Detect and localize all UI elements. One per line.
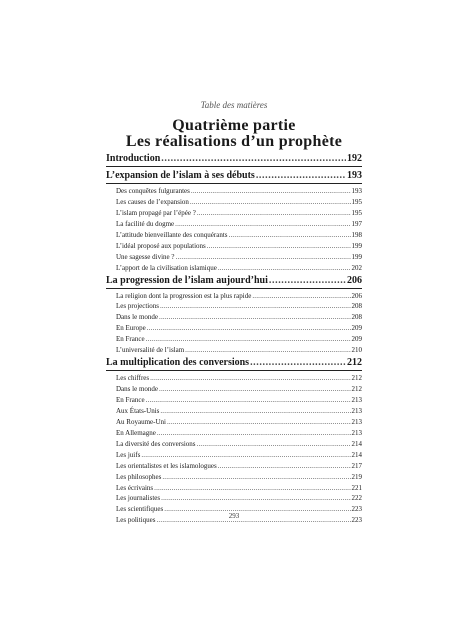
toc-entry: [106, 483, 362, 494]
toc-section-label: Introduction: [106, 153, 161, 164]
toc-section: [106, 356, 362, 371]
toc-entry: [106, 428, 362, 439]
dot-leader: [161, 493, 350, 504]
dot-leader: [146, 395, 351, 406]
dot-leader: [176, 252, 351, 263]
toc-entry-page: 213: [351, 417, 362, 426]
dot-leader: [197, 439, 351, 450]
toc-entry: [106, 301, 362, 312]
toc-entry-page: 212: [351, 374, 362, 383]
dot-leader: [162, 472, 350, 483]
toc-entry: [106, 345, 362, 356]
toc-entry: [106, 291, 362, 302]
toc-entry: [106, 373, 362, 384]
toc-entry-label: La diversité des conversions: [116, 439, 196, 448]
toc-entry-label: Les causes de l’expansion: [116, 197, 189, 206]
toc-entry-page: 199: [351, 241, 362, 250]
dot-leader: [218, 263, 351, 274]
running-header: Table des matières: [200, 100, 268, 110]
toc-entry-page: 209: [351, 324, 362, 333]
dot-leader: [250, 356, 346, 370]
toc-entry: [106, 252, 362, 263]
part-label: Quatrième partie: [172, 117, 296, 134]
table-of-contents: [106, 152, 362, 526]
toc-entry-label: Les philosophes: [116, 472, 162, 481]
toc-entry-page: 222: [351, 494, 362, 503]
dot-leader: [154, 483, 350, 494]
toc-entry-label: Les projections: [116, 302, 159, 311]
dot-leader: [229, 230, 351, 241]
toc-entry: [106, 439, 362, 450]
toc-entry: [106, 417, 362, 428]
toc-entry-page: 221: [351, 483, 362, 492]
dot-leader: [141, 450, 350, 461]
toc-entry-page: 213: [351, 396, 362, 404]
dot-leader: [160, 301, 351, 312]
toc-section-page: 193: [347, 170, 362, 181]
toc-entry-label: L’idéal proposé aux populations: [116, 241, 206, 250]
toc-entry: [106, 450, 362, 461]
part-subtitle: Les réalisations d’un prophète: [125, 133, 343, 150]
toc-entry-page: 213: [351, 406, 362, 415]
dot-leader: [190, 197, 351, 208]
toc-entry-page: 198: [351, 230, 362, 239]
dot-leader: [191, 186, 351, 197]
dot-leader: [218, 461, 351, 472]
toc-entry: [106, 186, 362, 197]
toc-entry-page: 219: [351, 472, 362, 481]
toc-entry: [106, 208, 362, 219]
toc-entry-page: 214: [351, 450, 362, 459]
dot-leader: [256, 169, 346, 183]
toc-entry-page: 193: [351, 187, 362, 195]
toc-entry-page: 213: [351, 428, 362, 437]
toc-entry-label: L’attitude bienveillante des conquérants: [116, 230, 228, 239]
toc-entry-label: L’islam propagé par l’épée ?: [116, 208, 196, 217]
toc-entry-label: Au Royaume-Uni: [116, 417, 166, 426]
toc-entry: [106, 241, 362, 252]
toc-entry-page: 209: [351, 335, 362, 344]
toc-entry: [106, 406, 362, 417]
dot-leader: [252, 291, 350, 302]
dot-leader: [157, 428, 351, 439]
dot-leader: [159, 384, 351, 395]
toc-section-label: L’expansion de l’islam à ses débuts: [106, 170, 255, 181]
toc-section-page: 192: [347, 153, 362, 164]
toc-entry-label: Les juifs: [116, 450, 141, 459]
toc-entry-label: Les écrivains: [116, 483, 154, 492]
toc-entry: [106, 461, 362, 472]
toc-section: [106, 274, 362, 289]
toc-entry-label: Dans le monde: [116, 385, 158, 394]
toc-entry-label: Des conquêtes fulgurantes: [116, 187, 190, 195]
toc-entry-label: Les orientalistes et les islamologues: [116, 461, 217, 470]
toc-entry: [106, 384, 362, 395]
toc-entry-label: Les journalistes: [116, 494, 161, 503]
toc-entry: [106, 263, 362, 274]
dot-leader: [269, 274, 346, 288]
toc-entry: [106, 493, 362, 504]
toc-section-page: 212: [347, 357, 362, 369]
toc-entry-page: 214: [351, 439, 362, 448]
toc-entry-page: 223: [351, 505, 362, 514]
dot-leader: [175, 219, 350, 230]
toc-entry-page: 202: [351, 263, 362, 272]
toc-entry-page: 217: [351, 461, 362, 470]
toc-entry-label: En France: [116, 396, 145, 404]
dot-leader: [197, 208, 351, 219]
toc-section: [106, 169, 362, 184]
toc-entry-label: Aux États-Unis: [116, 406, 160, 415]
toc-entry-label: La facilité du dogme: [116, 219, 175, 228]
toc-entry-label: En France: [116, 335, 145, 344]
toc-entry-label: L’apport de la civilisation islamique: [116, 263, 217, 272]
dot-leader: [146, 334, 351, 345]
toc-entry-label: Une sagesse divine ?: [116, 252, 175, 261]
toc-entry-page: 208: [351, 302, 362, 311]
dot-leader: [185, 345, 350, 356]
toc-entry-label: L’universalité de l’islam: [116, 346, 185, 355]
toc-section: [106, 152, 362, 167]
dot-leader: [160, 406, 350, 417]
page-number: 293: [228, 512, 240, 520]
toc-entry-page: 212: [351, 385, 362, 394]
toc-section-label: La multiplication des conversions: [106, 357, 250, 369]
toc-section-page: 206: [347, 274, 362, 286]
toc-entry: [106, 334, 362, 345]
toc-entry-page: 195: [351, 208, 362, 217]
toc-entry-page: 223: [351, 516, 362, 525]
toc-entry-page: 206: [351, 291, 362, 300]
toc-entry: [106, 230, 362, 241]
toc-entry: [106, 197, 362, 208]
dot-leader: [167, 417, 351, 428]
toc-entry-label: Les chiffres: [116, 374, 150, 383]
toc-entry-label: En Allemagne: [116, 428, 156, 437]
toc-entry-page: 197: [351, 219, 362, 228]
toc-entry-label: Les scientifiques: [116, 505, 164, 514]
toc-entry-label: En Europe: [116, 324, 146, 333]
dot-leader: [147, 323, 351, 334]
toc-entry: [106, 312, 362, 323]
toc-entry-label: Les politiques: [116, 516, 156, 525]
toc-entry-page: 208: [351, 313, 362, 322]
toc-entry-label: La religion dont la progression est la plus rapide: [116, 291, 252, 300]
toc-entry: [106, 472, 362, 483]
toc-entry-page: 195: [351, 197, 362, 206]
dot-leader: [207, 241, 351, 252]
toc-entry-page: 199: [351, 252, 362, 261]
toc-section-label: La progression de l’islam aujourd’hui: [106, 274, 268, 286]
toc-entry-label: Dans le monde: [116, 313, 158, 322]
toc-entry-page: 210: [351, 346, 362, 355]
toc-entry: [106, 395, 362, 406]
toc-entry: [106, 323, 362, 334]
dot-leader: [161, 152, 346, 166]
dot-leader: [159, 312, 351, 323]
toc-entry: [106, 219, 362, 230]
dot-leader: [150, 373, 350, 384]
